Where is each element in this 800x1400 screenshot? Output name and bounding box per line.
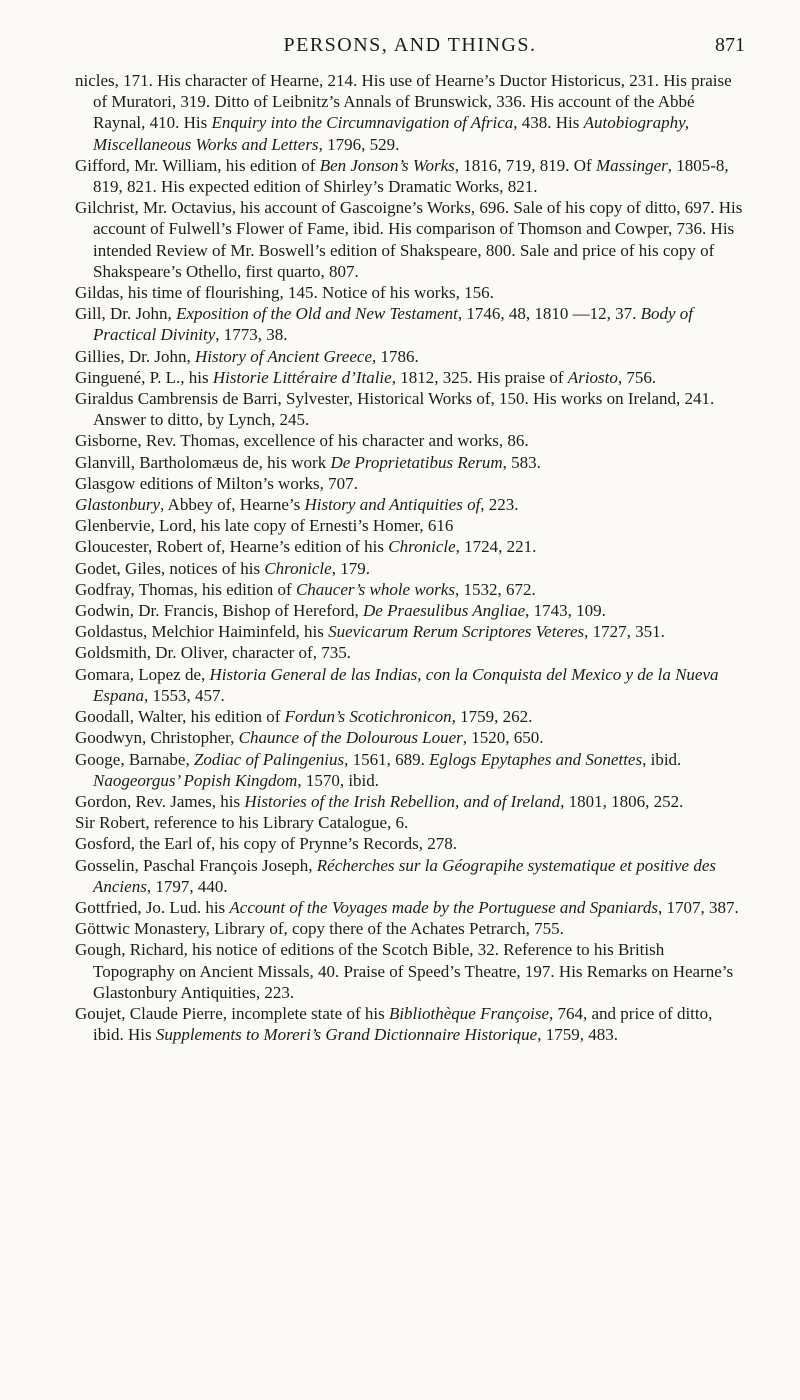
index-entry <box>75 303 745 345</box>
italic-title: Naogeorgus’ Popish Kingdom <box>93 770 298 790</box>
italic-title: Fordun’s Scotichronicon <box>284 707 452 727</box>
entry-text: Giraldus Cambrensis de Barri, Sylvester, Historical Works of, 150. His works on Ireland, 241. Answer to ditto, by Lynch, 245. <box>75 389 715 430</box>
entry-text: , 179. <box>331 558 370 578</box>
index-entry <box>75 855 745 897</box>
entry-text: , 1553, 457. <box>144 685 225 705</box>
entry-text: , 1561, 689. <box>344 749 430 769</box>
entry-text: Glasgow editions of Milton’s works, 707. <box>75 473 358 493</box>
entry-text: , 1724, 221. <box>455 537 537 557</box>
italic-title: Zodiac of Palingenius <box>193 749 345 769</box>
entry-text: Gildas, his time of flourishing, 145. Notice of his works, 156. <box>75 283 494 303</box>
index-entry <box>75 558 745 579</box>
italic-title: Histories of the Irish Rebellion, and of Ireland <box>244 791 561 811</box>
entry-text: Gill, Dr. John, <box>75 304 177 324</box>
entry-text: Goldsmith, Dr. Oliver, character of, 735. <box>75 643 351 663</box>
index-entry <box>75 833 745 854</box>
entry-text: Godet, Giles, notices of his <box>75 558 265 578</box>
italic-title: De Praesulibus Angliae <box>363 601 526 621</box>
italic-title: History and Antiquities of <box>304 495 481 515</box>
index-entry <box>75 918 745 939</box>
entry-text: , 1796, 529. <box>318 134 400 154</box>
entry-text: , 1759, 262. <box>451 707 533 727</box>
index-entry <box>75 749 745 791</box>
entry-text: Gillies, Dr. John, <box>75 346 195 366</box>
entry-text: , 1759, 483. <box>537 1025 618 1045</box>
page-number: 871 <box>715 34 745 56</box>
italic-title: Chaunce of the Dolourous Louer <box>238 728 463 748</box>
entry-text: , ibid. <box>642 749 682 769</box>
index-entry <box>75 939 745 1003</box>
entry-text: , 756. <box>617 367 657 387</box>
entry-text: Gosselin, Paschal François Joseph, <box>75 855 317 875</box>
index-entry <box>75 706 745 727</box>
index-entry <box>75 812 745 833</box>
index-entry <box>75 346 745 367</box>
entry-text: , 1532, 672. <box>454 579 536 599</box>
index-entry <box>75 515 745 536</box>
italic-title: Body of Practical Divinity <box>93 304 693 345</box>
entry-text: , 1812, 325. His praise of <box>391 367 568 387</box>
index-entry <box>75 430 745 451</box>
entry-text: , 1746, 48, 1810 —12, 37. <box>457 304 641 324</box>
index-entry <box>75 536 745 557</box>
entry-text: , 1520, 650. <box>462 728 544 748</box>
italic-title: Bibliothèque Françoise <box>388 1003 550 1023</box>
entry-text: , 1707, 387. <box>657 897 739 917</box>
entry-text: , 1816, 719, 819. Of <box>454 155 596 175</box>
entry-text: , 583. <box>502 452 541 472</box>
entry-text: , 1570, ibid. <box>297 770 380 790</box>
entry-text: , 223. <box>480 495 519 515</box>
index-entry <box>75 155 745 197</box>
italic-title: Eglogs Epytaphes and Sonettes <box>429 749 643 769</box>
italic-title: Historia General de las Indias, con la Conquista del Mexico y de la Nueva Espana <box>93 664 719 705</box>
index-entry <box>75 388 745 430</box>
italic-title: Account of the Voyages made by the Portuguese and Spaniards <box>229 897 658 917</box>
entry-text: Gottfried, Jo. Lud. his <box>75 897 230 917</box>
entry-text: , 764, and price of ditto, ibid. His <box>93 1003 713 1045</box>
entry-text: Gloucester, Robert of, Hearne’s edition of his <box>75 537 389 557</box>
index-entries <box>75 70 745 1045</box>
italic-title: History of Ancient Greece <box>194 346 372 366</box>
entry-text: , 1801, 1806, 252. <box>560 791 684 811</box>
index-entry <box>75 664 745 706</box>
entry-text: Gisborne, Rev. Thomas, excellence of his character and works, 86. <box>75 431 529 451</box>
entry-text: Goujet, Claude Pierre, incomplete state of his <box>75 1003 389 1023</box>
italic-title: Glastonbury <box>75 495 160 515</box>
entry-text: , Abbey of, Hearne’s <box>160 495 305 515</box>
italic-title: Ben Jonson’s Works <box>319 155 455 175</box>
italic-title: Ariosto <box>567 367 618 387</box>
entry-text: Goodall, Walter, his edition of <box>75 707 285 727</box>
italic-title: Enquiry into the Circumnavigation of Africa <box>211 113 514 133</box>
entry-text: Göttwic Monastery, Library of, copy there of the Achates Petrarch, 755. <box>75 919 564 939</box>
index-entry <box>75 197 745 282</box>
index-entry <box>75 1003 745 1045</box>
index-entry <box>75 791 745 812</box>
entry-text: Goodwyn, Christopher, <box>75 728 239 748</box>
italic-title: Chronicle <box>388 537 456 557</box>
index-entry <box>75 642 745 663</box>
entry-text: Ginguené, P. L., his <box>75 367 213 387</box>
entry-text: , 1805-8, 819, 821. His expected edition of Shirley’s Dramatic Works, 821. <box>93 155 729 197</box>
entry-text: Googe, Barnabe, <box>75 749 194 769</box>
entry-text: Goldastus, Melchior Haiminfeld, his <box>75 622 329 642</box>
index-entry <box>75 282 745 303</box>
entry-text: Gough, Richard, his notice of editions of the Scotch Bible, 32. Reference to his British Topography on Ancient Missals, 40. Praise of Speed’s Theatre, 197. His Remarks on Hearne’s Glastonbury Antiquities, 223. <box>75 940 734 1002</box>
italic-title: Chaucer’s whole works <box>295 579 455 599</box>
italic-title: Suevicarum Rerum Scriptores Veteres <box>328 622 585 642</box>
index-entry <box>75 621 745 642</box>
entry-text: , 438. His <box>513 113 584 133</box>
entry-text: Godwin, Dr. Francis, Bishop of Hereford, <box>75 601 364 621</box>
entry-text: nicles, 171. His character of Hearne, 214. His use of Hearne’s Ductor Historicus, 231. His praise of Muratori, 319. Ditto of Leibnitz’s Annals of Brunswick, 336. His account of the Abbé Raynal, 410. His <box>75 71 732 133</box>
italic-title: Chronicle <box>264 558 332 578</box>
italic-title: Autobiography, Miscellaneous Works and Letters <box>93 113 689 154</box>
entry-text: , 1786. <box>371 346 419 366</box>
entry-text: Gifford, Mr. William, his edition of <box>75 155 320 175</box>
entry-text: Gosford, the Earl of, his copy of Prynne’s Records, 278. <box>75 834 457 854</box>
running-header <box>75 0 745 70</box>
index-entry <box>75 897 745 918</box>
running-title: PERSONS, AND THINGS. <box>283 34 537 56</box>
entry-text: Gordon, Rev. James, his <box>75 791 245 811</box>
italic-title: Exposition of the Old and New Testament <box>176 304 458 324</box>
index-entry <box>75 473 745 494</box>
index-entry <box>75 367 745 388</box>
entry-text: Gilchrist, Mr. Octavius, his account of Gascoigne’s Works, 696. Sale of his copy of ditto, 697. His account of Fulwell’s Flower of Fame, ibid. His comparison of Thomson and Cowper, 736. His intended Review of Mr. Boswell’s edition of Shakspeare, 800. Sale and price of his copy of Shakspeare’s Othello, first quarto, 807. <box>75 198 743 281</box>
index-entry <box>75 70 745 155</box>
index-entry <box>75 579 745 600</box>
index-entry <box>75 600 745 621</box>
italic-title: De Proprietatibus Rerum <box>330 452 503 472</box>
italic-title: Récherches sur la Géograpihe systematique et positive des Anciens <box>93 855 717 896</box>
italic-title: Historie Littéraire d’Italie <box>212 367 392 387</box>
entry-text: , 1743, 109. <box>525 601 606 621</box>
entry-text: , 1797, 440. <box>146 876 228 896</box>
entry-text: Gomara, Lopez de, <box>75 664 210 684</box>
index-entry <box>75 452 745 473</box>
entry-text: Glanvill, Bartholomæus de, his work <box>75 452 331 472</box>
index-entry <box>75 494 745 515</box>
entry-text: Sir Robert, reference to his Library Catalogue, 6. <box>75 813 409 833</box>
entry-text: Glenbervie, Lord, his late copy of Ernesti’s Homer, 616 <box>75 516 454 536</box>
italic-title: Massinger <box>595 155 668 175</box>
index-entry <box>75 727 745 748</box>
italic-title: Supplements to Moreri’s Grand Dictionnaire Historique <box>155 1025 538 1045</box>
entry-text: , 1773, 38. <box>215 325 288 345</box>
entry-text: , 1727, 351. <box>584 622 665 642</box>
entry-text: Godfray, Thomas, his edition of <box>75 579 296 599</box>
